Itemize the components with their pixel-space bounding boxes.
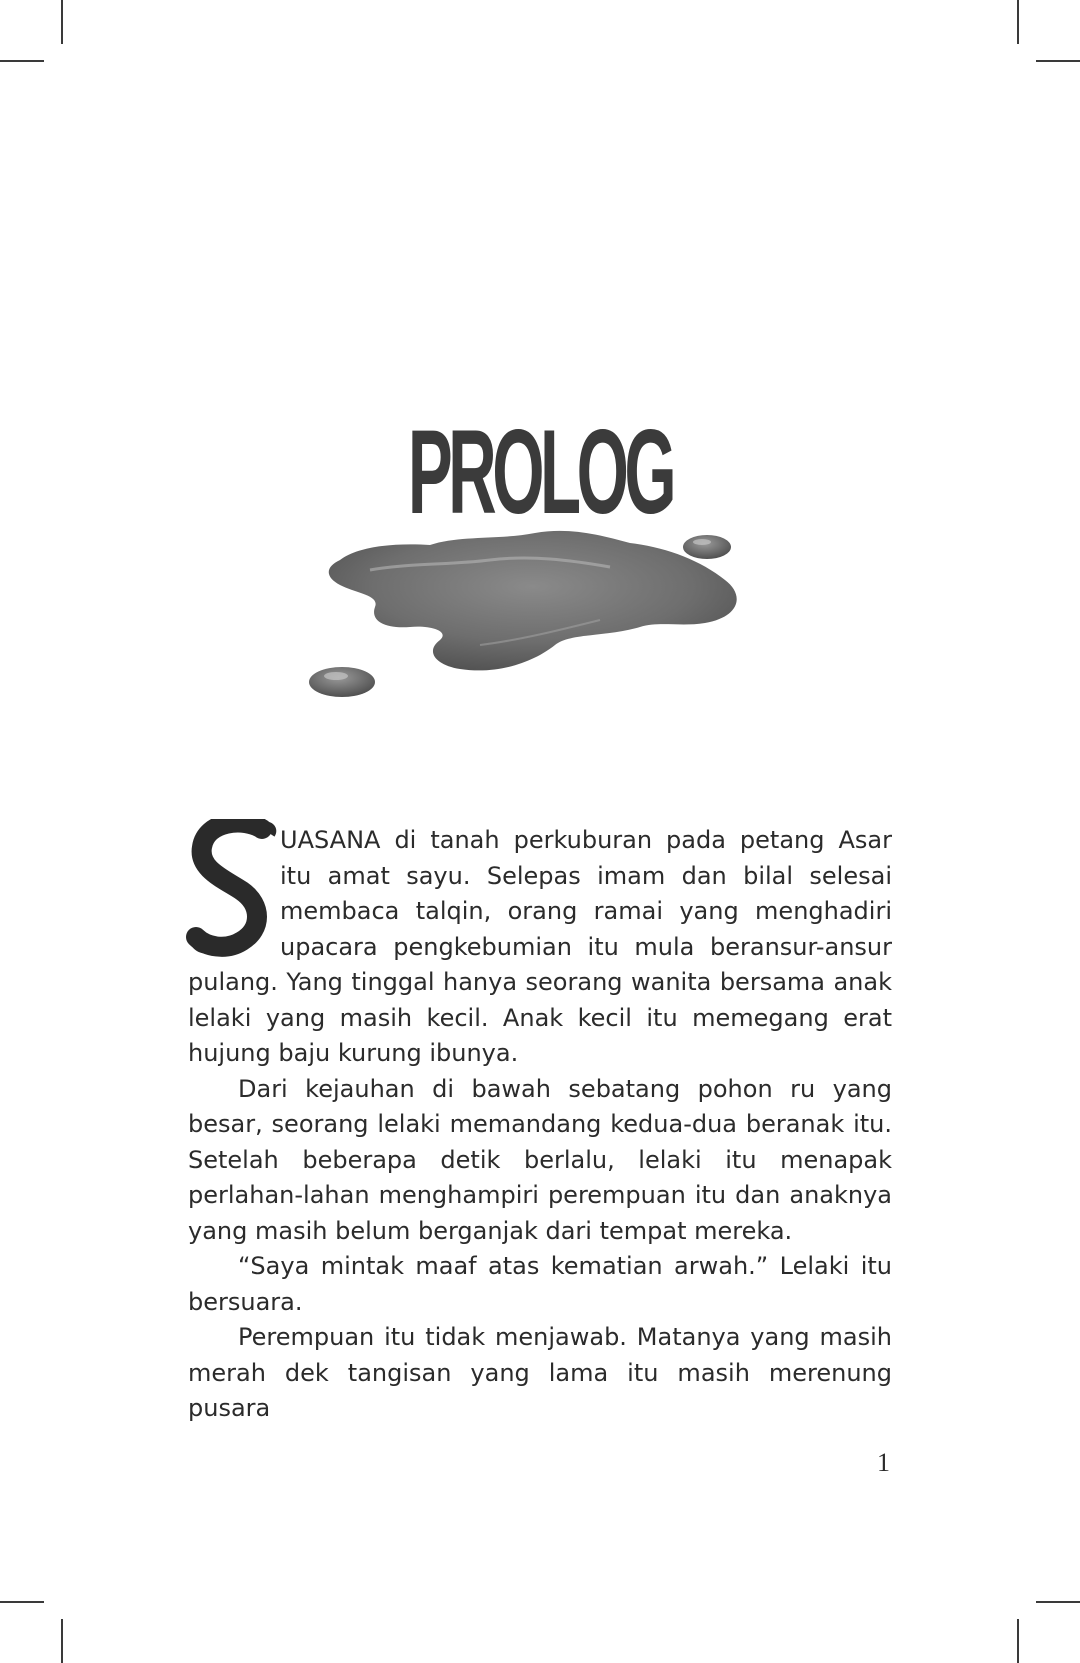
droplet-top-right-shine — [693, 539, 711, 545]
opening-paragraph — [188, 823, 892, 1072]
crop-mark-top-left-horizontal — [0, 60, 44, 62]
chapter-heading-art — [300, 395, 780, 715]
crop-mark-top-right-horizontal — [1036, 60, 1080, 62]
crop-mark-top-right-vertical — [1017, 0, 1019, 44]
paragraph-2: Dari kejauhan di bawah sebatang pohon ru yang besar, seorang lelaki memandang kedua-dua beranak itu. Setelah beberapa detik berlalu, lelaki itu menapak perlahan-lahan menghampiri perempuan itu dan anaknya yang masih belum berganjak dari tempat mereka. — [188, 1074, 892, 1245]
opening-text: UASANA di tanah perkuburan pada petang Asar itu amat sayu. Selepas imam dan bilal selesai membaca talqin, orang ramai yang menghadiri upacara pengkebumian itu mula beransur-ansur pulang. Yang tinggal hanya seorang wanita bersama anak lelaki yang masih kecil. Anak kecil itu memegang erat hujung baju kurung ibunya. — [188, 826, 892, 1067]
paragraph-4: Perempuan itu tidak menjawab. Matanya yang masih merah dek tangisan yang lama itu masih merenung pusara — [188, 1323, 892, 1422]
droplet-bottom-left — [309, 667, 375, 697]
chapter-body — [188, 823, 892, 1427]
crop-mark-top-left-vertical — [61, 0, 63, 44]
drop-cap-brush-s-icon — [184, 819, 280, 961]
puddle-shape — [329, 531, 737, 671]
page-number: 1 — [877, 1448, 890, 1477]
chapter-title: PROLOG — [407, 405, 673, 539]
crop-mark-bottom-left-vertical — [61, 1619, 63, 1663]
paragraph-3: “Saya mintak maaf atas kematian arwah.” Lelaki itu bersuara. — [188, 1252, 892, 1316]
crop-mark-bottom-right-horizontal — [1036, 1601, 1080, 1603]
droplet-bottom-left-shine — [324, 672, 348, 680]
crop-mark-bottom-right-vertical — [1017, 1619, 1019, 1663]
crop-mark-bottom-left-horizontal — [0, 1601, 44, 1603]
droplet-top-right — [683, 535, 731, 559]
